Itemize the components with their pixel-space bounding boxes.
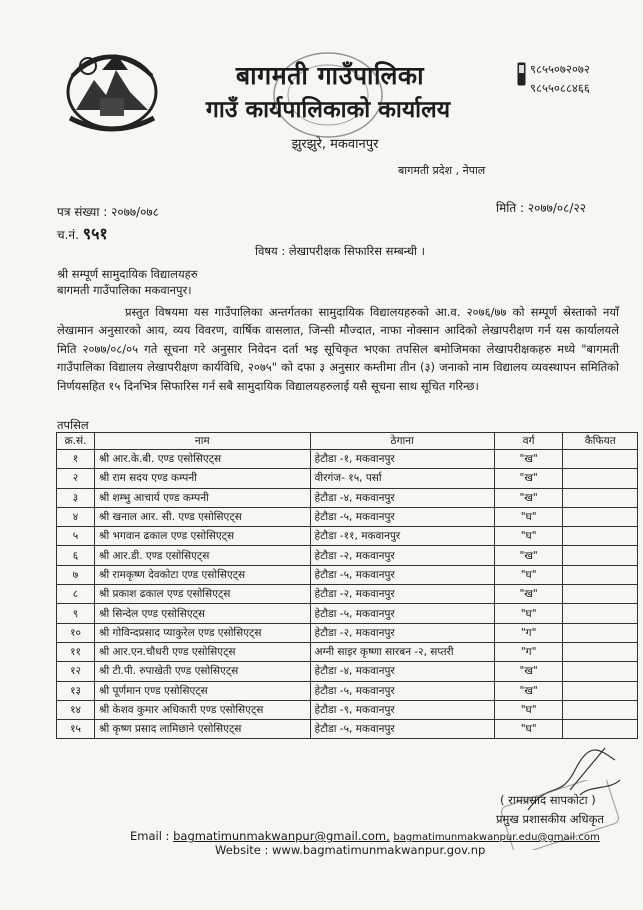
cell-name: श्री आर.के.बी. एण्ड एसोसिएट्स (95, 450, 311, 469)
table-row (57, 507, 638, 526)
email-link-primary[interactable]: bagmatimunmakwanpur@gmail.com, (173, 829, 390, 843)
cell-address: हेटौडा -९, मकवानपुर (310, 700, 494, 719)
letter-number-label: पत्र संख्या : (57, 205, 108, 219)
cell-remarks (563, 469, 638, 488)
dispatch-number-label: च.नं. (57, 228, 79, 242)
cell-remarks (563, 681, 638, 700)
cell-address: हेटौडा -१, मकवानपुर (310, 450, 494, 469)
phone-number: ९८५५०७२०७२ (530, 62, 590, 76)
table-row (57, 642, 638, 661)
cell-serial: २ (57, 469, 95, 488)
table-row (57, 450, 638, 469)
cell-address: हेटौडा -५, मकवानपुर (310, 565, 494, 584)
footer-website (215, 843, 485, 857)
table-row (57, 662, 638, 681)
cell-name: श्री भगवान ढकाल एण्ड एसोसिएट्स (95, 527, 311, 546)
email-link-education[interactable]: bagmatimunmakwanpur.edu@gmail.com (393, 832, 600, 843)
dispatch-number-value: ९५१ (82, 224, 108, 243)
cell-name: श्री केशव कुमार अधिकारी एण्ड एसोसिएट्स (95, 700, 311, 719)
letter-number (57, 203, 159, 220)
table-row (57, 488, 638, 507)
cell-remarks (563, 450, 638, 469)
cell-serial: १२ (57, 662, 95, 681)
cell-address: हेटौडा -२, मकवानपुर (310, 546, 494, 565)
cell-category: "ख" (494, 662, 563, 681)
cell-address: हेटौडा -२, मकवानपुर (310, 585, 494, 604)
cell-serial: ११ (57, 642, 95, 661)
cell-name: श्री पूर्णमान एण्ड एसोसिएट्स (95, 681, 311, 700)
cell-address: हेटौडा -२, मकवानपुर (310, 623, 494, 642)
letter-number-value: २०७७/०७८ (111, 205, 159, 219)
cell-remarks (563, 527, 638, 546)
phone-numbers (530, 60, 590, 98)
table-row (57, 720, 638, 739)
auditor-list-table (56, 432, 638, 739)
mobile-phone-icon (517, 62, 526, 86)
table-row (57, 585, 638, 604)
cell-name: श्री रामकृष्ण देवकोटा एण्ड एसोसिएट्स (95, 565, 311, 584)
cell-address: हेटौडा -५, मकवानपुर (310, 604, 494, 623)
cell-category: "घ" (494, 565, 563, 584)
addressee-line: बागमती गाउँपालिका मकवानपुर। (57, 283, 192, 297)
column-header-address: ठेगाना (310, 433, 494, 450)
table-row (57, 681, 638, 700)
column-header-remarks: कैफियत (563, 433, 638, 450)
signatory-post: प्रमुख प्रशासकीय अधिकृत (496, 812, 604, 826)
cell-category: "ख" (494, 546, 563, 565)
cell-serial: ९ (57, 604, 95, 623)
cell-address: हेटौडा -५, मकवानपुर (310, 681, 494, 700)
cell-address: हेटौडा -४, मकवानपुर (310, 662, 494, 681)
addressee-line: श्री सम्पूर्ण सामुदायिक विद्यालयहरु (57, 267, 198, 281)
cell-address: हेटौडा -११, मकवानपुर (310, 527, 494, 546)
website-label: Website : (215, 843, 269, 857)
cell-remarks (563, 585, 638, 604)
cell-serial: ४ (57, 507, 95, 526)
cell-remarks (563, 488, 638, 507)
cell-address: हेटौडा -५, मकवानपुर (310, 507, 494, 526)
annex-heading: तपसिल (57, 418, 89, 432)
table-row (57, 623, 638, 642)
cell-name: श्री आर.डी. एण्ड एसोसिएट्स (95, 546, 311, 565)
cell-address: हेटौडा -४, मकवानपुर (310, 488, 494, 507)
addressee (57, 266, 198, 298)
cell-name: श्री कृष्ण प्रसाद लामिछाने एसोसिएट्स (95, 720, 311, 739)
municipality-name: बागमती गाउँपालिका (235, 61, 425, 90)
cell-category: "घ" (494, 507, 563, 526)
table-header-row (57, 433, 638, 450)
signatory-name: ( रामप्रसाद सापकोटा ) (500, 793, 596, 807)
cell-remarks (563, 546, 638, 565)
cell-serial: १० (57, 623, 95, 642)
cell-category: "घ" (494, 604, 563, 623)
cell-name: श्री आर.एन.चौधरी एण्ड एसोसिएट्स (95, 642, 311, 661)
cell-remarks (563, 700, 638, 719)
table-row (57, 700, 638, 719)
email-label: Email : (130, 829, 170, 843)
cell-name: श्री प्रकाश ढकाल एण्ड एसोसिएट्स (95, 585, 311, 604)
nepal-government-emblem (58, 40, 166, 140)
column-header-serial: क्र.सं. (57, 433, 95, 450)
cell-remarks (563, 720, 638, 739)
letter-subject: विषय : लेखापरीक्षक सिफारिस सम्बन्धी । (254, 244, 426, 258)
province-line: बागमती प्रदेश , नेपाल (398, 164, 486, 177)
table-row (57, 565, 638, 584)
footer-email (130, 829, 600, 843)
cell-category: "ख" (494, 469, 563, 488)
office-name: गाउँ कार्यपालिकाको कार्यालय (205, 97, 451, 123)
table-row (57, 469, 638, 488)
date-label: मिति : (496, 201, 525, 215)
cell-serial: १४ (57, 700, 95, 719)
cell-remarks (563, 642, 638, 661)
column-header-name: नाम (95, 433, 311, 450)
cell-remarks (563, 507, 638, 526)
website-link[interactable]: www.bagmatimunmakwanpur.gov.np (272, 843, 486, 857)
table-row (57, 604, 638, 623)
cell-name: श्री खनाल आर. सी. एण्ड एसोसिएट्स (95, 507, 311, 526)
cell-serial: ३ (57, 488, 95, 507)
cell-remarks (563, 623, 638, 642)
cell-category: "घ" (494, 720, 563, 739)
cell-serial: १३ (57, 681, 95, 700)
table-row (57, 527, 638, 546)
cell-category: "ग" (494, 642, 563, 661)
cell-serial: ८ (57, 585, 95, 604)
table-body (57, 450, 638, 739)
cell-category: "ख" (494, 585, 563, 604)
cell-name: श्री सिन्देल एण्ड एसोसिएट्स (95, 604, 311, 623)
cell-name: श्री राम सदय एण्ड कम्पनी (95, 469, 311, 488)
letter-date (496, 199, 586, 216)
dispatch-number (57, 222, 108, 244)
cell-name: श्री शम्भु आचार्य एण्ड कम्पनी (95, 488, 311, 507)
cell-category: "ख" (494, 681, 563, 700)
cell-serial: ६ (57, 546, 95, 565)
cell-address: हेटौडा -५, मकवानपुर (310, 720, 494, 739)
cell-address: अग्नी साइर कृष्णा सारबन -२, सप्तरी (310, 642, 494, 661)
cell-remarks (563, 662, 638, 681)
table-row (57, 546, 638, 565)
cell-category: "ख" (494, 450, 563, 469)
letter-body: प्रस्तुत विषयमा यस गाउँपालिका अन्तर्गतका सामुदायिक विद्यालयहरुको आ.व. २०७६/७७ को सम्पूर्ण स्रेस्ताको नयाँ लेखामान अनुसारको आय, व्यय विवरण, वार्षिक वासलात, जिन्सी मौज्दात, नाफा नोक्सान आदिको लेखापरीक्षण गर्न यस कार्यालयले मिति २०७७/०८/०५ गते सूचना गरे अनुसार निवेदन दर्ता भइ सूचिकृत भएका तपसिल बमोजिमका लेखापरीक्षकहरु मध्ये "बागमती गाउँपालिका विद्यालय लेखापरीक्षण कार्यविधि, २०७५" को दफा ३ अनुसार कम्तीमा तीन (३) जनाको नाम विद्यालय व्यवस्थापन समितिको निर्णयसहित १५ दिनभित्र सिफारिस गर्न सबै सामुदायिक विद्यालयहरुलाई यसै सूचना साथ सूचित गरिन्छ। (57, 305, 619, 393)
cell-category: "ग" (494, 623, 563, 642)
cell-address: वीरगंज- १५, पर्सा (310, 469, 494, 488)
cell-serial: ७ (57, 565, 95, 584)
cell-category: "घ" (494, 527, 563, 546)
column-header-category: वर्ग (494, 433, 563, 450)
cell-category: "ख" (494, 488, 563, 507)
cell-name: श्री गोविन्दप्रसाद प्याकुरेल एण्ड एसोसिएट्स (95, 623, 311, 642)
cell-remarks (563, 604, 638, 623)
cell-name: श्री टी.पी. रुपाखेती एण्ड एसोसिएट्स (95, 662, 311, 681)
cell-remarks (563, 565, 638, 584)
office-location: झुरझुरे, मकवानपुर (291, 137, 379, 152)
phone-number: ९८५५०८८४६६ (530, 81, 590, 95)
cell-serial: १५ (57, 720, 95, 739)
cell-category: "घ" (494, 700, 563, 719)
cell-serial: ५ (57, 527, 95, 546)
cell-serial: १ (57, 450, 95, 469)
date-value: २०७७/०८/२२ (527, 201, 586, 215)
